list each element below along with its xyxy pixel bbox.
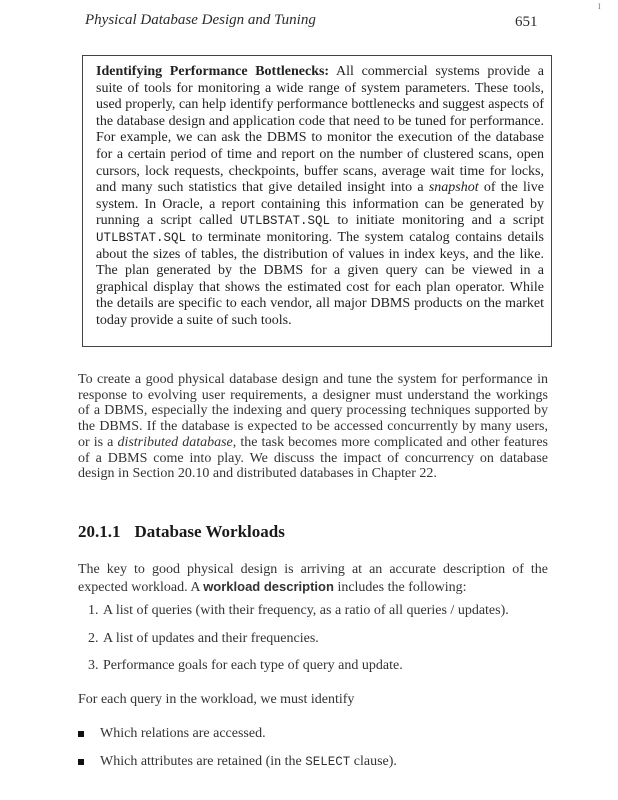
para2-text-1: The key to good physical design is arriving at an accurate description of the expected workload. A (78, 562, 548, 595)
para2-bold: workload description (203, 579, 334, 594)
para1-italic: distributed database (117, 434, 233, 450)
list-item-number: 1. (88, 603, 99, 618)
box-text-1: All commercial systems provide a suite of tools for monitoring a wide range of system parameters. These tools, used properly, can help identify performance bottlenecks and suggest aspects of the database design and application code that need to be tuned for performance. For example, we can ask the DBMS to monitor the execution of the database for a certain period of time and report on the number of clustered scans, open cursors, lock requests, checkpoints, buffer scans, average wait time for locks, and many such statistics that give detailed insight into a (96, 64, 544, 196)
bullet2-text-2: clause). (350, 754, 397, 769)
running-title: Physical Database Design and Tuning (85, 12, 316, 28)
box-snapshot: snapshot (428, 180, 479, 196)
section-title: Database Workloads (134, 522, 285, 541)
box-code-2: UTLBSTAT.SQL (96, 230, 187, 245)
list-item-number: 3. (88, 658, 99, 673)
box-code-1: UTLBSTAT.SQL (239, 214, 330, 229)
list-item-number: 2. (88, 630, 99, 646)
para1-text-1: To create a good physical database design and tune the system for performance in response to evolving user requirements, a designer must understand the workings of a DBMS, especially the indexing and query processing techniques supported by the DBMS. If the database is expected to be accessed concurrently by many users, or is a (78, 372, 548, 450)
sidebar-box-text (96, 64, 544, 330)
bullet2-code: SELECT (305, 755, 351, 769)
list-item-text: A list of updates and their frequencies. (103, 630, 319, 646)
intro-paragraph (78, 372, 548, 482)
bullet-list (78, 726, 558, 782)
bullet-icon (78, 731, 84, 737)
box-text-4: to terminate monitoring. The system catalog contains details about the sizes of tables, the distribution of values in index keys, and the like. The plan generated by the DBMS for a given query can be viewed in a graphical display that shows the estimated cost for each plan operator. While the details are specific to each vendor, all major DBMS products on the market today provide a suite of such tools. (96, 229, 544, 328)
box-text-3: to initiate monitoring and a script (329, 213, 544, 229)
para2-text-2: includes the following: (333, 580, 467, 595)
workload-paragraph (78, 561, 548, 596)
list-item (78, 726, 558, 754)
bullet2-text-1: Which attributes are retained (in the (100, 754, 306, 769)
list-item (78, 603, 558, 631)
identify-paragraph: For each query in the workload, we must identify (78, 692, 355, 707)
list-item (78, 631, 558, 659)
list-item (78, 754, 558, 782)
page-number: 651 (515, 14, 538, 30)
list-item-text: A list of queries (with their frequency, as a ratio of all queries / updates). (103, 603, 509, 618)
list-item-text: Which relations are accessed. (100, 726, 266, 741)
workload-list (78, 603, 558, 686)
list-item (78, 658, 558, 686)
box-lead: Identifying Performance Bottlenecks: (96, 64, 330, 79)
bullet-icon (78, 759, 84, 765)
section-heading (78, 522, 285, 542)
list-item-text: Performance goals for each type of query and update. (103, 658, 403, 673)
list-item-text (100, 754, 397, 770)
section-number: 20.1.1 (78, 522, 121, 541)
corner-mark: I (598, 2, 601, 11)
para1-text-2: , the task becomes more complicated and other features of a DBMS come into play. We discuss the impact of concurrency on database design in Section 20.10 and distributed databases in Chapter 22. (78, 434, 548, 482)
box-text-2: of the live system. In Oracle, a report containing this information can be generated by running a script called (96, 180, 544, 229)
